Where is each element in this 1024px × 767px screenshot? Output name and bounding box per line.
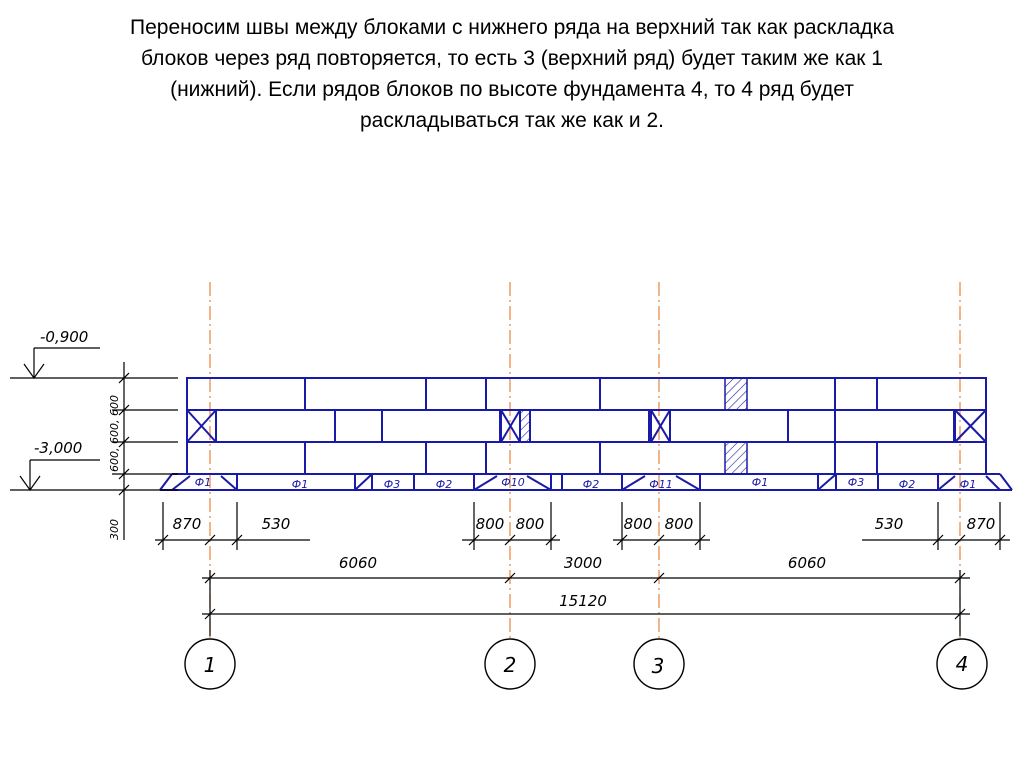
insert-block-axis-3 [651,410,670,442]
pad-label: Ф2 [898,478,916,491]
hatched-insert-bottom [725,442,747,474]
title-line-4: раскладываться так же как и 2. [359,109,665,132]
title-line-1: Переносим швы между блоками с нижнего ряда на верхний так как раскладка [130,16,894,39]
pad-label: Ф2 [435,478,453,491]
axis-label-4: 4 [955,652,969,676]
axis-label-1: 1 [203,653,217,677]
pad-label: Ф1 [291,478,309,491]
axis-label-2: 2 [503,653,517,677]
dim-label: 800 [664,515,694,533]
pad-labels [195,476,976,491]
hatched-inserts [520,378,747,474]
dim-label: 870 [966,515,996,533]
local-dimension-labels [173,515,996,533]
pad-height-label: 300 [108,519,121,540]
axis-bubble-labels [204,652,969,678]
hatched-insert-top [725,378,747,410]
dim-label: 530 [874,515,904,533]
pad-label: Ф10 [501,476,525,489]
dim-label: 800 [623,515,653,533]
span-label: 6060 [787,554,827,572]
dim-label: 870 [172,515,202,533]
level-top-label: -0,900 [40,328,89,346]
title-line-3: (нижний). Если рядов блоков по высоте фундамента 4, то 4 ряд будет [170,78,854,101]
axis-bubbles [185,639,987,689]
row-heights-label: 600, 600, 600 [108,395,121,472]
pad-label: Ф3 [847,476,865,489]
wall-outline [187,378,986,474]
pad-label: Ф11 [649,478,673,491]
span-label: 6060 [338,554,378,572]
dim-label: 530 [261,515,291,533]
span-label: 3000 [563,554,603,572]
axis-dimension-labels [339,554,826,610]
pad-label: Ф2 [582,478,600,491]
axis-lines [210,282,960,640]
level-bottom-label: -3,000 [34,439,83,457]
total-span-label: 15120 [559,592,607,610]
dim-label: 800 [515,515,545,533]
dim-label: 800 [475,515,505,533]
pad-label: Ф1 [959,478,977,491]
hatched-insert-mid [520,410,530,442]
pad-label: Ф1 [194,476,212,489]
axis-label-3: 3 [651,654,665,678]
pad-label: Ф3 [383,478,401,491]
title-line-2: блоков через ряд повторяется, то есть 3 (верхний ряд) будет таким же как 1 [141,47,883,70]
insert-block-axis-1 [187,410,216,442]
pad-label: Ф1 [751,476,769,489]
block-wall [187,378,986,474]
